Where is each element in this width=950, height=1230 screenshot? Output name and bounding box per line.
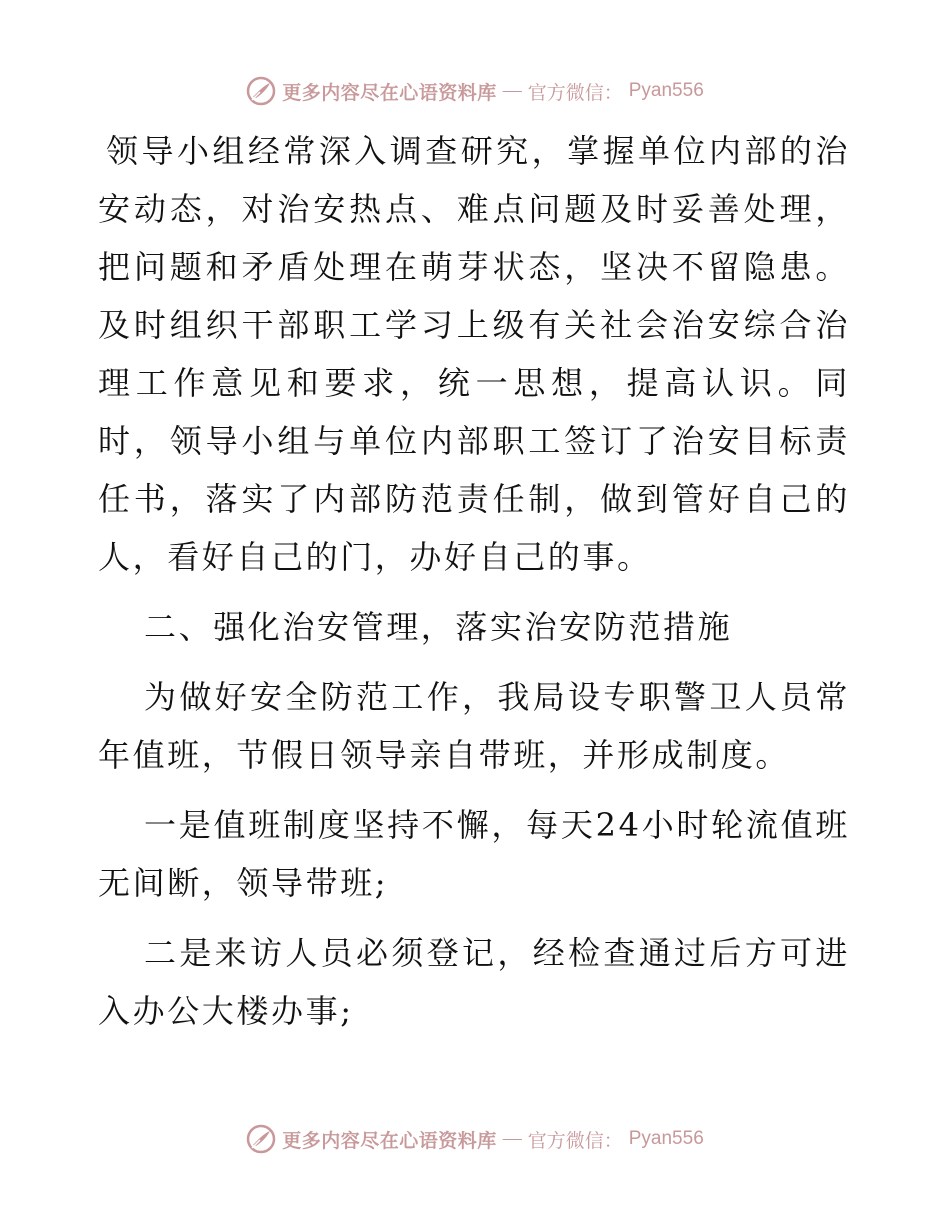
paragraph-visitor-registration: 二是来访人员必须登记，经检查通过后方可进入办公大楼办事;: [98, 934, 850, 1030]
footer-watermark: [0, 1124, 950, 1154]
feather-logo-icon: [246, 76, 276, 106]
watermark-separator: —: [502, 80, 522, 101]
feather-logo-icon: [246, 1124, 276, 1154]
watermark-brand: 更多内容尽在心语资料库: [282, 82, 497, 104]
paragraph-duty-system: 一是值班制度坚持不懈，每天24小时轮流值班无间断，领导带班;: [98, 806, 850, 902]
watermark-separator: —: [502, 1128, 522, 1149]
document-body: [98, 122, 850, 1040]
paragraph-leadership: 领导小组经常深入调查研究，掌握单位内部的治安动态，对治安热点、难点问题及时妥善处理，把问题和矛盾处理在萌芽状态，坚决不留隐患。及时组织干部职工学习上级有关社会治安综合治理工作意见和要求，统一思想，提高认识。同时，领导小组与单位内部职工签订了治安目标责任书，落实了内部防范责任制，做到管好自己的人，看好自己的门，办好自己的事。: [98, 132, 850, 576]
paragraph-security-work: 为做好安全防范工作，我局设专职警卫人员常年值班，节假日领导亲自带班，并形成制度。: [98, 678, 850, 774]
watermark-label: 官方微信：: [527, 1130, 623, 1152]
watermark-account: Pyan556: [628, 1128, 704, 1149]
section-heading: 二、强化治安管理，落实治安防范措施: [144, 608, 733, 646]
watermark-label: 官方微信：: [527, 82, 623, 104]
watermark-account: Pyan556: [628, 80, 704, 101]
watermark-brand: 更多内容尽在心语资料库: [282, 1130, 497, 1152]
header-watermark: [0, 76, 950, 106]
